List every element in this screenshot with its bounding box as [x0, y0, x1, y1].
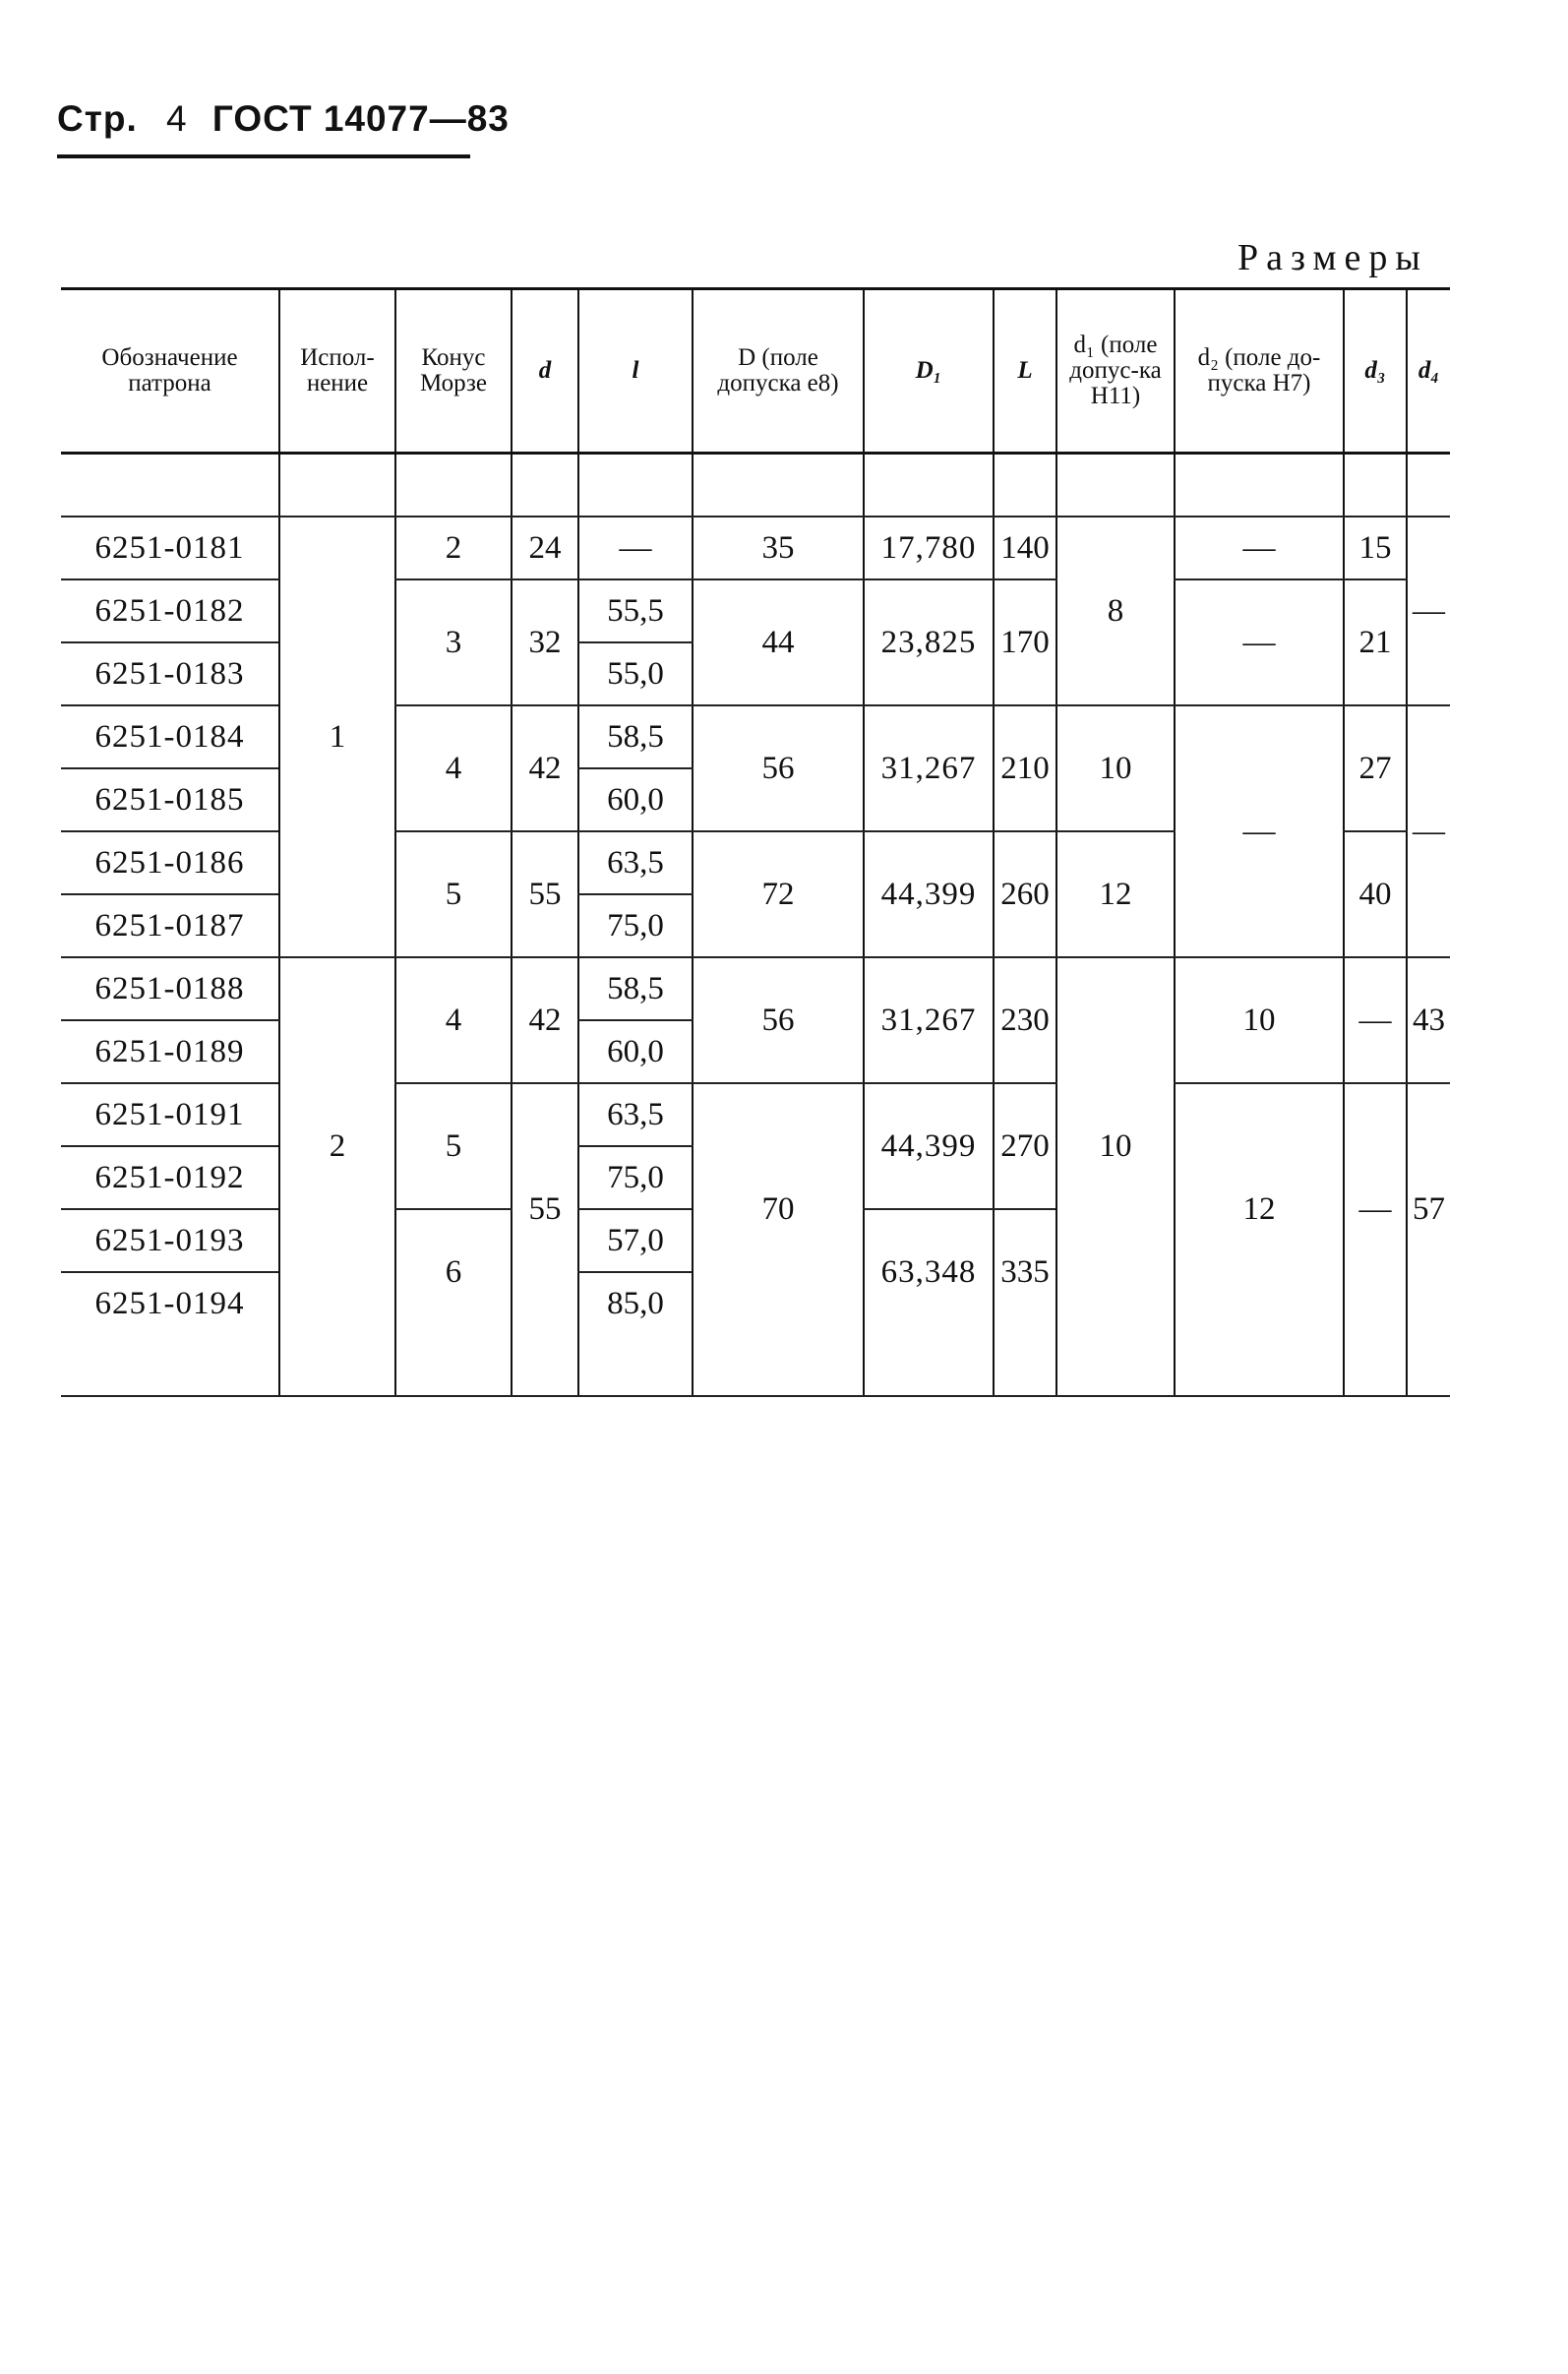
cell-code: 6251-0192 — [61, 1146, 279, 1209]
cell-d4: — — [1407, 705, 1450, 957]
table-row — [61, 579, 1450, 642]
cell-L: 335 — [994, 1209, 1056, 1334]
cell-D: 70 — [693, 1083, 864, 1334]
cell-D: 44 — [693, 579, 864, 705]
cell-D: 56 — [693, 705, 864, 831]
cell-d2: 12 — [1175, 1083, 1344, 1334]
page-number: 4 — [166, 98, 188, 139]
cell-l: 58,5 — [578, 705, 693, 768]
cell-d2: — — [1175, 705, 1344, 957]
cell-D: 56 — [693, 957, 864, 1083]
col-header-d3: d₃ — [1344, 289, 1407, 454]
page-header — [57, 98, 510, 140]
cell-d2: — — [1175, 579, 1344, 705]
col-header-ispolnenie: Испол-нение — [279, 289, 395, 454]
table-spacer-row — [61, 454, 1450, 517]
col-header-d: d — [512, 289, 578, 454]
table-header-row — [61, 289, 1450, 454]
cell-d4: 57 — [1407, 1083, 1450, 1334]
cell-D1: 17,780 — [864, 517, 994, 579]
cell-code: 6251-0193 — [61, 1209, 279, 1272]
cell-konus: 5 — [395, 831, 512, 957]
cell-l: — — [578, 517, 693, 579]
cell-d: 32 — [512, 579, 578, 705]
col-header-d1: d₁ (поле допус-ка H11) — [1056, 289, 1175, 454]
cell-konus: 2 — [395, 517, 512, 579]
cell-code: 6251-0194 — [94, 1285, 245, 1321]
units-label: Размеры — [1237, 237, 1428, 278]
col-header-konus: Конус Морзе — [395, 289, 512, 454]
cell-d1: 10 — [1056, 705, 1175, 831]
cell-D: 72 — [693, 831, 864, 957]
cell-konus: 5 — [395, 1083, 512, 1209]
cell-d2: 10 — [1175, 957, 1344, 1083]
cell-code: 6251-0181 — [61, 517, 279, 579]
cell-l: 63,5 — [578, 831, 693, 894]
page-label: Стр. — [57, 98, 138, 139]
cell-l: 63,5 — [578, 1083, 693, 1146]
cell-l: 57,0 — [578, 1209, 693, 1272]
cell-code: 6251-0188 — [61, 957, 279, 1020]
cell-D1: 44,399 — [864, 831, 994, 957]
cell-d: 55 — [512, 1083, 578, 1334]
cell-D: 35 — [693, 517, 864, 579]
col-header-d4: d₄ — [1407, 289, 1450, 454]
dimensions-table — [61, 287, 1450, 1397]
table-row — [61, 517, 1450, 579]
cell-L: 170 — [994, 579, 1056, 705]
cell-ispolnenie: 1 — [279, 517, 395, 957]
cell-L: 270 — [994, 1083, 1056, 1209]
table-row — [61, 1083, 1450, 1146]
cell-l: 55,0 — [578, 642, 693, 705]
cell-l: 60,0 — [578, 1020, 693, 1083]
cell-l: 58,5 — [578, 957, 693, 1020]
cell-d1: 8 — [1056, 517, 1175, 705]
cell-L: 230 — [994, 957, 1056, 1083]
cell-d: 42 — [512, 705, 578, 831]
cell-L: 140 — [994, 517, 1056, 579]
col-header-code: Обозначение патрона — [61, 289, 279, 454]
table-spacer-row — [61, 1334, 1450, 1396]
cell-konus: 6 — [395, 1209, 512, 1334]
col-header-L: L — [994, 289, 1056, 454]
cell-d4: — — [1407, 517, 1450, 705]
cell-ispolnenie: 2 — [279, 957, 395, 1334]
cell-d3: — — [1344, 1083, 1407, 1334]
cell-l: 60,0 — [578, 768, 693, 831]
cell-d: 24 — [512, 517, 578, 579]
cell-d3: — — [1344, 957, 1407, 1083]
cell-d2: — — [1175, 517, 1344, 579]
col-header-D: D (поле допуска e8) — [693, 289, 864, 454]
cell-code: 6251-0191 — [61, 1083, 279, 1146]
cell-code: 6251-0186 — [61, 831, 279, 894]
cell-code: 6251-0189 — [61, 1020, 279, 1083]
cell-l: 55,5 — [578, 579, 693, 642]
cell-L: 260 — [994, 831, 1056, 957]
header-rule — [57, 154, 470, 158]
table-row — [61, 705, 1450, 768]
col-header-D1: D₁ — [864, 289, 994, 454]
cell-konus: 3 — [395, 579, 512, 705]
cell-d3: 40 — [1344, 831, 1407, 957]
cell-d: 55 — [512, 831, 578, 957]
cell-D1: 63,348 — [864, 1209, 994, 1334]
cell-D1: 44,399 — [864, 1083, 994, 1209]
cell-code: 6251-0184 — [61, 705, 279, 768]
standard-number: ГОСТ 14077—83 — [211, 98, 510, 139]
cell-d4: 43 — [1407, 957, 1450, 1083]
cell-D1: 23,825 — [864, 579, 994, 705]
cell-D1: 31,267 — [864, 705, 994, 831]
cell-konus: 4 — [395, 705, 512, 831]
cell-d3: 21 — [1344, 579, 1407, 705]
cell-l: 75,0 — [578, 894, 693, 957]
cell-konus: 4 — [395, 957, 512, 1083]
cell-D1: 31,267 — [864, 957, 994, 1083]
cell-d3: 27 — [1344, 705, 1407, 831]
cell-d1: 12 — [1056, 831, 1175, 957]
cell-l: 85,0 — [578, 1272, 693, 1334]
cell-code: 6251-0185 — [61, 768, 279, 831]
cell-code: 6251-0187 — [61, 894, 279, 957]
cell-code: 6251-0183 — [61, 642, 279, 705]
cell-d3: 15 — [1344, 517, 1407, 579]
cell-l: 75,0 — [578, 1146, 693, 1209]
cell-d: 42 — [512, 957, 578, 1083]
col-header-d2: d₂ (поле до-пуска H7) — [1175, 289, 1344, 454]
col-header-l: l — [578, 289, 693, 454]
cell-d1: 10 — [1056, 957, 1175, 1334]
cell-L: 210 — [994, 705, 1056, 831]
table-row — [61, 957, 1450, 1020]
cell-code: 6251-0182 — [61, 579, 279, 642]
